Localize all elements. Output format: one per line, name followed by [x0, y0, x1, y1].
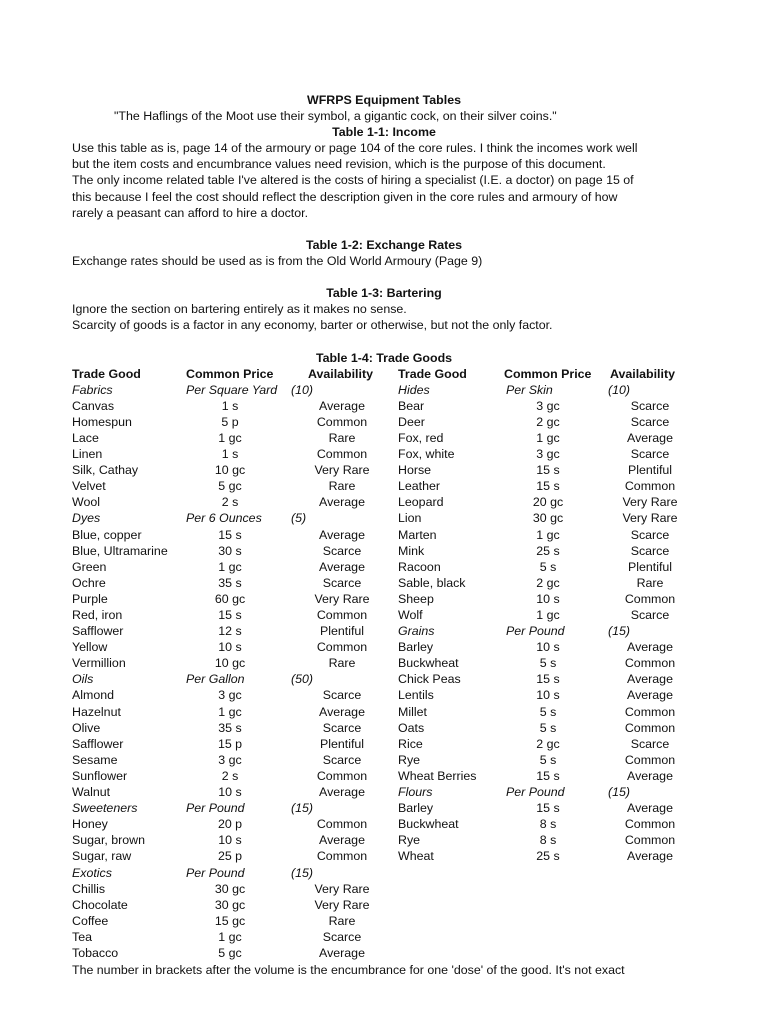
common-price: 10 s — [218, 833, 242, 848]
common-price: 2 s — [221, 768, 239, 783]
document-body — [72, 92, 696, 978]
common-price: 15 s — [536, 672, 560, 687]
common-price: 10 s — [218, 785, 242, 800]
common-price: 15 s — [536, 479, 560, 494]
trade-good-name: Lentils — [398, 688, 434, 703]
bartering-text-line: Scarcity of goods is a factor in any economy, barter or otherwise, but not the only factor. — [72, 318, 553, 333]
trade-good-name: Chocolate — [72, 897, 128, 912]
category-encumbrance: (5) — [291, 511, 307, 526]
common-price: 20 gc — [532, 495, 564, 510]
trade-good-name: Linen — [72, 447, 103, 462]
common-price: 1 s — [221, 398, 239, 413]
availability: Average — [319, 559, 365, 574]
common-price: 1 gc — [536, 527, 560, 542]
common-price: 20 p — [217, 817, 243, 832]
trade-good-name: Rye — [398, 833, 421, 848]
trade-goods-table — [72, 366, 696, 962]
common-price: 5 s — [539, 720, 557, 735]
availability: Rare — [328, 430, 356, 445]
availability: Average — [627, 688, 673, 703]
table-1-3-title: Table 1-3: Bartering — [326, 286, 442, 301]
trade-good-name: Rye — [398, 752, 421, 767]
common-price: 25 s — [536, 543, 560, 558]
exchange-rates-text: Exchange rates should be used as is from the Old World Armoury (Page 9) — [72, 253, 483, 268]
bartering-text-line: Ignore the section on bartering entirely as it makes no sense. — [72, 302, 407, 317]
availability: Common — [316, 414, 368, 429]
category-unit: Per Pound — [186, 865, 245, 880]
trade-good-name: Wolf — [398, 608, 423, 622]
trade-good-name: Millet — [398, 704, 427, 719]
header-common-price: Common Price — [504, 366, 592, 381]
trade-good-name: Lace — [72, 430, 99, 445]
common-price: 3 gc — [536, 447, 560, 462]
common-price: 25 p — [217, 849, 243, 864]
common-price: 1 gc — [536, 430, 560, 445]
trade-good-name: Buckwheat — [398, 817, 459, 832]
trade-good-name: Blue, copper — [72, 527, 142, 542]
trade-good-name: Horse — [398, 463, 432, 478]
common-price: 2 gc — [536, 575, 560, 590]
common-price: 2 gc — [536, 414, 560, 429]
availability: Average — [319, 704, 365, 719]
category-unit: Per Pound — [506, 785, 565, 800]
availability: Scarce — [322, 752, 362, 767]
common-price: 12 s — [218, 624, 242, 639]
common-price: 10 s — [536, 591, 560, 606]
common-price: 5 s — [539, 704, 557, 719]
trade-good-name: Tobacco — [72, 945, 119, 960]
availability: Common — [624, 479, 676, 494]
availability: Scarce — [322, 575, 362, 590]
availability: Average — [319, 945, 365, 960]
epigraph-quote: "The Haflings of the Moot use their symbol, a gigantic cock, on their silver coins." — [114, 109, 557, 124]
availability: Average — [627, 801, 673, 816]
category-unit: Per Square Yard — [186, 382, 278, 397]
trade-good-name: Barley — [398, 801, 434, 816]
availability: Common — [316, 608, 368, 622]
trade-good-name: Safflower — [72, 736, 124, 751]
common-price: 5 s — [539, 656, 557, 671]
availability: Scarce — [630, 736, 670, 751]
table-1-4-title: Table 1-4: Trade Goods — [315, 350, 453, 365]
common-price: 5 p — [221, 414, 239, 429]
trade-good-name: Hazelnut — [72, 704, 121, 719]
category-name: Fabrics — [72, 382, 113, 397]
common-price: 25 s — [536, 849, 560, 864]
common-price: 5 gc — [218, 945, 242, 960]
trade-good-name: Barley — [398, 640, 434, 655]
trade-good-name: Wheat Berries — [398, 768, 477, 783]
common-price: 15 s — [218, 527, 242, 542]
trade-good-name: Wool — [72, 495, 101, 510]
spacer — [72, 333, 696, 349]
availability: Rare — [636, 575, 664, 590]
availability: Plentiful — [627, 559, 673, 574]
trade-good-name: Wheat — [398, 849, 434, 864]
availability: Scarce — [322, 929, 362, 944]
header-trade-good: Trade Good — [398, 366, 467, 381]
availability: Rare — [328, 479, 356, 494]
availability: Very Rare — [314, 591, 370, 606]
availability: Common — [316, 640, 368, 655]
category-encumbrance: (15) — [608, 785, 631, 800]
income-paragraph-line: but the item costs and encumbrance values need revision, which is the purpose of this document. — [72, 157, 606, 172]
availability: Scarce — [322, 688, 362, 703]
trade-good-name: Sugar, raw — [72, 849, 132, 864]
availability: Common — [624, 704, 676, 719]
category-encumbrance: (10) — [291, 382, 314, 397]
trade-good-name: Velvet — [72, 479, 106, 494]
common-price: 10 gc — [214, 656, 246, 671]
trade-good-name: Blue, Ultramarine — [72, 543, 168, 558]
availability: Plentiful — [627, 463, 673, 478]
document-title: WFRPS Equipment Tables — [307, 93, 461, 107]
trade-good-name: Homespun — [72, 414, 132, 429]
availability: Scarce — [630, 543, 670, 558]
header-availability: Availability — [308, 366, 373, 381]
category-encumbrance: (15) — [291, 801, 314, 816]
availability: Scarce — [630, 447, 670, 462]
availability: Scarce — [630, 414, 670, 429]
common-price: 15 s — [536, 463, 560, 478]
common-price: 15 p — [217, 736, 243, 751]
trade-good-name: Buckwheat — [398, 656, 459, 671]
common-price: 30 s — [218, 543, 242, 558]
trade-good-name: Safflower — [72, 624, 124, 639]
availability: Scarce — [630, 608, 670, 622]
income-paragraph-line: The only income related table I've altered is the costs of hiring a specialist (I.E. a doctor) on page 15 of — [72, 173, 634, 188]
category-name: Sweeteners — [72, 801, 138, 816]
header-common-price: Common Price — [186, 366, 274, 381]
category-encumbrance: (10) — [608, 382, 631, 397]
spacer — [72, 269, 696, 285]
spacer — [72, 221, 696, 237]
category-unit: Per Pound — [506, 624, 565, 639]
common-price: 35 s — [218, 575, 242, 590]
trade-good-name: Almond — [72, 688, 115, 703]
trade-good-name: Sheep — [398, 591, 434, 606]
availability: Average — [627, 768, 673, 783]
availability: Very Rare — [314, 897, 370, 912]
common-price: 15 s — [536, 801, 560, 816]
header-availability: Availability — [610, 366, 675, 381]
availability: Common — [624, 720, 676, 735]
category-unit: Per Gallon — [186, 672, 245, 687]
trade-good-name: Red, iron — [72, 608, 123, 622]
trade-good-name: Oats — [398, 720, 425, 735]
footer-note: The number in brackets after the volume is the encumbrance for one 'dose' of the good. It's not exact — [72, 962, 625, 977]
category-name: Dyes — [72, 511, 101, 526]
trade-good-name: Yellow — [72, 640, 108, 655]
trade-good-name: Silk, Cathay — [72, 463, 139, 478]
trade-good-name: Deer — [398, 414, 425, 429]
trade-good-name: Tea — [72, 929, 92, 944]
common-price: 5 s — [539, 752, 557, 767]
common-price: 3 gc — [536, 398, 560, 413]
common-price: 30 gc — [532, 511, 564, 526]
category-name: Grains — [398, 624, 435, 639]
availability: Average — [319, 785, 365, 800]
trade-good-name: Bear — [398, 398, 425, 413]
availability: Common — [624, 656, 676, 671]
trade-good-name: Racoon — [398, 559, 441, 574]
common-price: 35 s — [218, 720, 242, 735]
trade-good-name: Sugar, brown — [72, 833, 146, 848]
trade-good-name: Sesame — [72, 752, 118, 767]
availability: Plentiful — [319, 624, 365, 639]
trade-good-name: Chick Peas — [398, 672, 461, 687]
trade-good-name: Leopard — [398, 495, 444, 510]
common-price: 10 s — [218, 640, 242, 655]
trade-good-name: Fox, red — [398, 430, 444, 445]
trade-good-name: Walnut — [72, 785, 111, 800]
availability: Rare — [328, 913, 356, 928]
availability: Scarce — [630, 527, 670, 542]
availability: Average — [627, 849, 673, 864]
income-paragraph-line: this because I feel the cost should reflect the description given in the core rules and armoury of how — [72, 189, 618, 204]
availability: Average — [627, 430, 673, 445]
availability: Common — [624, 833, 676, 848]
category-unit: Per 6 Ounces — [186, 511, 262, 526]
common-price: 10 s — [536, 640, 560, 655]
common-price: 1 gc — [218, 929, 242, 944]
trade-good-name: Vermillion — [72, 656, 126, 671]
availability: Common — [316, 849, 368, 864]
common-price: 2 s — [221, 495, 239, 510]
common-price: 3 gc — [218, 752, 242, 767]
common-price: 2 gc — [536, 736, 560, 751]
trade-good-name: Sunflower — [72, 768, 128, 783]
trade-good-name: Fox, white — [398, 447, 455, 462]
availability: Very Rare — [314, 881, 370, 896]
availability: Scarce — [630, 398, 670, 413]
common-price: 1 s — [221, 447, 239, 462]
common-price: 8 s — [539, 833, 557, 848]
common-price: 5 s — [539, 559, 557, 574]
trade-good-name: Mink — [398, 543, 425, 558]
trade-good-name: Canvas — [72, 398, 115, 413]
availability: Common — [624, 752, 676, 767]
category-encumbrance: (15) — [608, 624, 631, 639]
category-encumbrance: (50) — [291, 672, 314, 687]
common-price: 3 gc — [218, 688, 242, 703]
category-name: Oils — [72, 672, 94, 687]
header-trade-good: Trade Good — [72, 366, 141, 381]
trade-good-name: Leather — [398, 479, 441, 494]
availability: Common — [316, 817, 368, 832]
trade-good-name: Green — [72, 559, 107, 574]
table-1-1-title: Table 1-1: Income — [332, 125, 436, 140]
common-price: 10 gc — [214, 463, 246, 478]
table-1-2-title: Table 1-2: Exchange Rates — [305, 237, 463, 252]
availability: Common — [316, 447, 368, 462]
availability: Very Rare — [622, 511, 678, 526]
availability: Rare — [328, 656, 356, 671]
availability: Scarce — [322, 543, 362, 558]
category-name: Flours — [398, 785, 433, 800]
availability: Average — [627, 640, 673, 655]
trade-good-name: Coffee — [72, 913, 109, 928]
trade-good-name: Purple — [72, 591, 108, 606]
availability: Common — [316, 768, 368, 783]
availability: Very Rare — [622, 495, 678, 510]
common-price: 15 s — [218, 608, 242, 622]
trade-good-name: Honey — [72, 817, 108, 832]
availability: Scarce — [322, 720, 362, 735]
trade-good-name: Rice — [398, 736, 423, 751]
common-price: 1 gc — [218, 559, 242, 574]
common-price: 10 s — [536, 688, 560, 703]
category-unit: Per Skin — [506, 382, 553, 397]
common-price: 30 gc — [214, 881, 246, 896]
common-price: 1 gc — [536, 608, 560, 622]
category-encumbrance: (15) — [291, 865, 314, 880]
availability: Average — [319, 833, 365, 848]
availability: Average — [319, 495, 365, 510]
category-name: Exotics — [72, 865, 112, 880]
availability: Very Rare — [314, 463, 370, 478]
availability: Average — [319, 527, 365, 542]
trade-good-name: Olive — [72, 720, 101, 735]
common-price: 15 s — [536, 768, 560, 783]
availability: Plentiful — [319, 736, 365, 751]
trade-good-name: Ochre — [72, 575, 106, 590]
category-unit: Per Pound — [186, 801, 245, 816]
trade-good-name: Marten — [398, 527, 437, 542]
trade-good-name: Sable, black — [398, 575, 466, 590]
income-paragraph-line: Use this table as is, page 14 of the armoury or page 104 of the core rules. I think the incomes work well — [72, 141, 638, 156]
trade-good-name: Lion — [398, 511, 422, 526]
income-paragraph-line: rarely a peasant can afford to hire a doctor. — [72, 205, 309, 220]
common-price: 5 gc — [218, 479, 242, 494]
trade-good-name: Chillis — [72, 881, 106, 896]
availability: Common — [624, 817, 676, 832]
availability: Average — [319, 398, 365, 413]
availability: Average — [627, 672, 673, 687]
common-price: 60 gc — [214, 591, 246, 606]
category-name: Hides — [398, 382, 430, 397]
availability: Common — [624, 591, 676, 606]
common-price: 8 s — [539, 817, 557, 832]
common-price: 30 gc — [214, 897, 246, 912]
common-price: 1 gc — [218, 430, 242, 445]
common-price: 1 gc — [218, 704, 242, 719]
common-price: 15 gc — [214, 913, 246, 928]
